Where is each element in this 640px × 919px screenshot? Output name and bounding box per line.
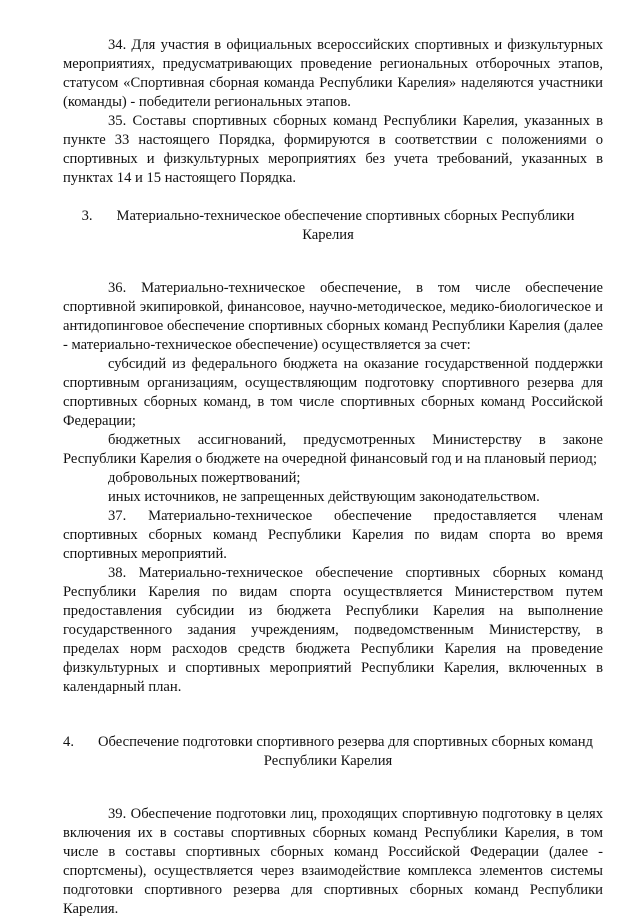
- section-3-title: Материально-техническое обеспечение спортивных сборных Республики Карелия: [116, 208, 575, 243]
- paragraph-36: 36. Материально-техническое обеспечение, в том числе обеспечение спортивной экипировкой, финансовое, научно-методическое, медико-биологическое и антидопинговое обеспечение спортивных сборных команд Республики Карелия (далее - материально-техническое обеспечение) осуществляется за счет:: [63, 280, 603, 353]
- paragraph-38: 38. Материально-техническое обеспечение спортивных сборных команд Республики Карелия по видам спорта осуществляется Министерством путем предоставления субсидии из бюджета Республики Карелия на выполнение государственного задания учреждениям, подведомственным Министерству, в пределах норм расходов средств бюджета Республики Карелия на проведение физкультурных и спортивных мероприятий Республики Карелия, включенных в календарный план.: [63, 565, 603, 695]
- paragraph-37: 37. Материально-техническое обеспечение предоставляется членам спортивных сборных команд Республики Карелия по видам спорта во время спортивных мероприятий.: [63, 508, 603, 562]
- section-3-heading: [63, 207, 603, 245]
- section-4-number: 4.: [63, 734, 74, 750]
- funding-source-item: добровольных пожертвований;: [108, 470, 301, 486]
- funding-source-item: бюджетных ассигнований, предусмотренных Министерству в законе Республики Карелия о бюджете на очередной финансовый год и на плановый период;: [63, 432, 603, 467]
- paragraph-34: 34. Для участия в официальных всероссийских спортивных и физкультурных мероприятиях, предусматривающих проведение региональных отборочных этапов, статусом «Спортивная сборная команда Республики Карелия» наделяются участники (команды) - победители региональных этапов.: [63, 37, 603, 110]
- paragraph-35: 35. Составы спортивных сборных команд Республики Карелия, указанных в пункте 33 настоящего Порядка, формируются в соответствии с положениями о спортивных и физкультурных мероприятиях без учета требований, указанных в пунктах 14 и 15 настоящего Порядка.: [63, 113, 603, 186]
- section-4-title: Обеспечение подготовки спортивного резерва для спортивных сборных команд Республики Карелия: [98, 734, 593, 769]
- section-4-heading: [63, 733, 603, 771]
- funding-source-item: субсидий из федерального бюджета на оказание государственной поддержки спортивным организациям, осуществляющим подготовку спортивного резерва для спортивных сборных команд, в том числе спортивных сборных команд Российской Федерации;: [63, 356, 603, 429]
- section-3-number: 3.: [81, 208, 93, 224]
- funding-source-item: иных источников, не запрещенных действующим законодательством.: [108, 489, 540, 505]
- paragraph-39: 39. Обеспечение подготовки лиц, проходящих спортивную подготовку в целях включения их в составы спортивных сборных команд Республики Карелия, в том числе в составы спортивных сборных команд Российской Федерации (далее - спортсмены), осуществляется через взаимодействие комплекса элементов системы подготовки спортивного резерва для спортивных сборных команд Республики Карелия.: [63, 806, 603, 917]
